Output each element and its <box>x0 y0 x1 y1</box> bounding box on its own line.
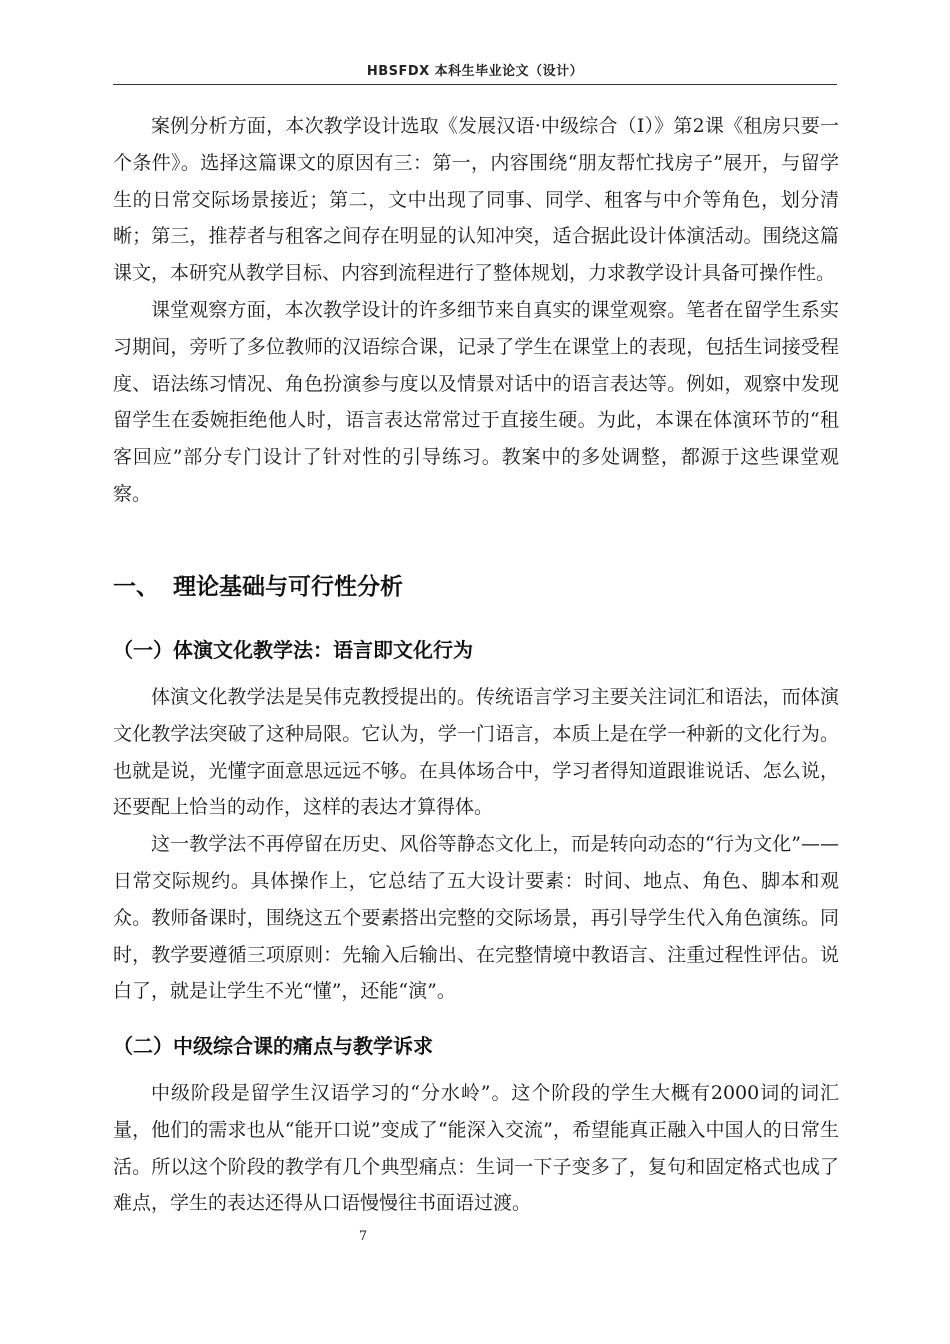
section-heading-1 <box>113 568 403 601</box>
paragraph-intermediate-stage: 中级阶段是留学生汉语学习的“分水岭”。这个阶段的学生大概有2000词的词汇量，他们的需求也从“能开口说”变成了“能深入交流”，希望能真正融入中国人的日常生活。所以这个阶段的教学有几个典型痛点：生词一下子变多了，复句和固定格式也成了难点，学生的表达还得从口语慢慢往书面语过渡。 <box>113 1082 839 1215</box>
running-header: HBSFDX 本科生毕业论文（设计） <box>366 64 584 79</box>
subsection-2-text-block <box>113 1075 839 1222</box>
paragraph-performed-culture-elements: 这一教学法不再停留在历史、风俗等静态文化上，而是转向动态的“行为文化”——日常交际规约。具体操作上，它总结了五大设计要素：时间、地点、角色、脚本和观众。教师备课时，围绕这五个要素搭出完整的交际场景，再引导学生代入角色演练。同时，教学要遵循三项原则：先输入后输出、在完整情境中教语言、注重过程性评估。说白了，就是让学生不光“懂”，还能“演”。 <box>113 833 839 1003</box>
paragraph-case-analysis: 案例分析方面，本次教学设计选取《发展汉语·中级综合（Ⅰ）》第2课《租房只要一个条件》。选择这篇课文的原因有三：第一，内容围绕“朋友帮忙找房子”展开，与留学生的日常交际场景接近；第二，文中出现了同事、同学、租客与中介等角色，划分清晰；第三，推荐者与租客之间存在明显的认知冲突，适合据此设计体演活动。围绕这篇课文，本研究从教学目标、内容到流程进行了整体规划，力求教学设计具备可操作性。 <box>113 115 839 285</box>
subsection-heading-2: （二）中级综合课的痛点与教学诉求 <box>113 1034 433 1058</box>
page-number: 7 <box>358 1229 368 1244</box>
intro-text-block <box>113 108 839 513</box>
paragraph-classroom-observation: 课堂观察方面，本次教学设计的许多细节来自真实的课堂观察。笔者在留学生系实习期间，旁听了多位教师的汉语综合课，记录了学生在课堂上的表现，包括生词接受程度、语法练习情况、角色扮演参与度以及情景对话中的语言表达等。例如，观察中发现留学生在委婉拒绝他人时，语言表达常常过于直接生硬。为此，本课在体演环节的“租客回应”部分专门设计了针对性的引导练习。教案中的多处调整，都源于这些课堂观察。 <box>113 298 839 505</box>
subsection-heading-1: （一）体演文化教学法：语言即文化行为 <box>113 638 473 662</box>
subsection-1-text-block <box>113 679 839 1010</box>
section-number: 一、 <box>113 574 159 600</box>
header-rule <box>113 84 837 85</box>
section-title: 理论基础与可行性分析 <box>173 574 403 600</box>
paragraph-performed-culture-intro: 体演文化教学法是吴伟克教授提出的。传统语言学习主要关注词汇和语法，而体演文化教学法突破了这种局限。它认为，学一门语言，本质上是在学一种新的文化行为。也就是说，光懂字面意思远远不够。在具体场合中，学习者得知道跟谁说话、怎么说，还要配上恰当的动作，这样的表达才算得体。 <box>113 686 839 819</box>
